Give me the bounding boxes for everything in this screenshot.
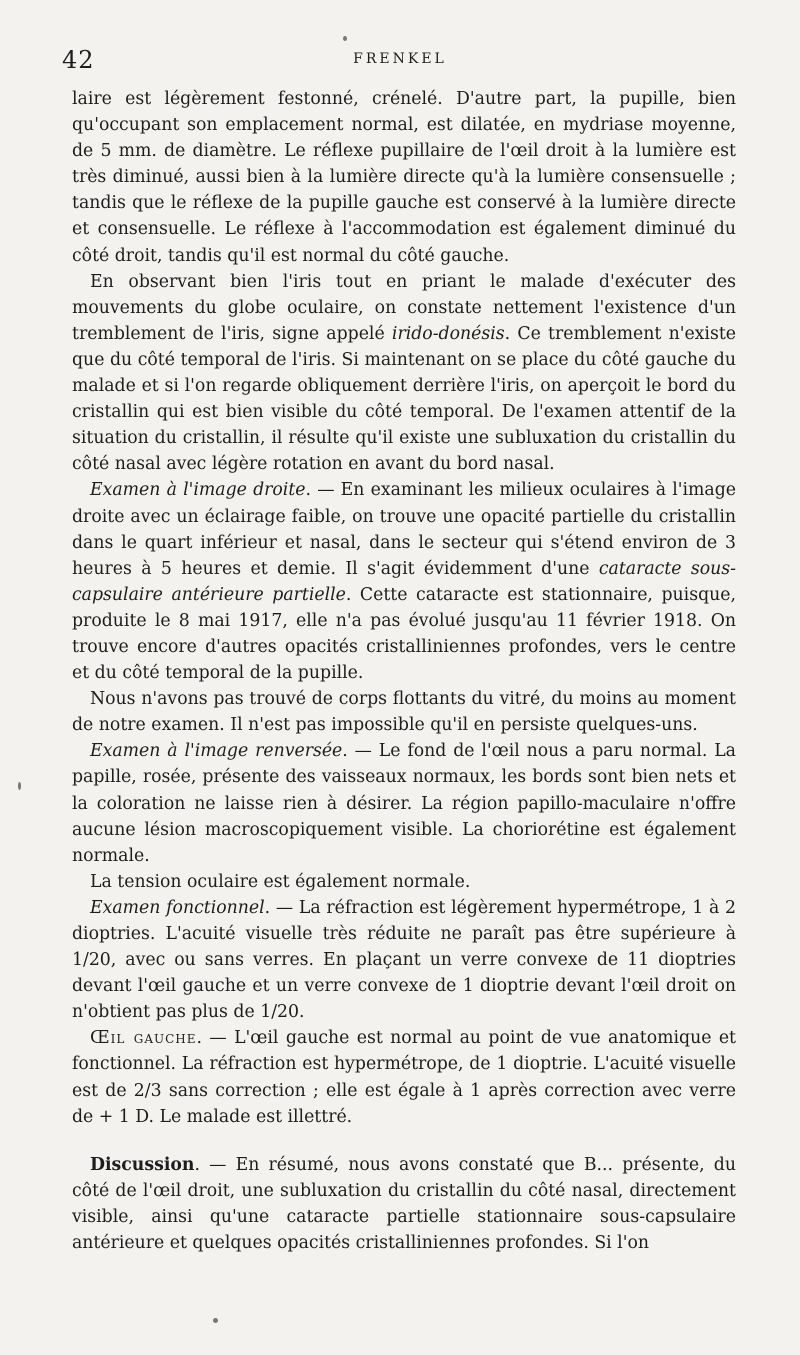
paragraph-p5: [72, 869, 736, 895]
italic-run: cataracte sous-capsulaire antérieure partielle: [72, 558, 736, 605]
smallcaps-run: Œil gauche: [90, 1028, 197, 1049]
text-run: La tension oculaire est également normale.: [90, 871, 471, 892]
bold-run: Discussion: [90, 1154, 195, 1175]
italic-run: Examen fonctionnel: [90, 897, 265, 918]
paragraph-p7: [72, 1025, 736, 1129]
page-number: 42: [62, 46, 95, 74]
text-run: laire est légèrement festonné, crénelé. D'autre part, la pupille, bien qu'occupant son emplacement normal, est dilatée, en mydriase moyenne, de 5 mm. de diamètre. Le réflexe pupillaire de l'œil droit à la lumière est très diminué, aussi bien à la lumière directe qu'à la lumière consensuelle ; tandis que le réflexe de la pupille gauche est conservé à la lumière directe et consensuelle. Le réflexe à l'accommodation est également diminué du côté droit, tandis qu'il est normal du côté gauche.: [72, 89, 736, 266]
italic-run: Examen à l'image droite: [90, 480, 306, 501]
text-run: . Cette cataracte est stationnaire, puisque, produite le 8 mai 1917, elle n'a pas évolué jusqu'au 11 février 1918. On trouve encore d'autres opacités cristalliniennes profondes, vers le centre et du côté temporal de la pupille.: [72, 584, 736, 684]
paragraph-p2: [72, 477, 736, 686]
scan-speck: [213, 1318, 218, 1323]
scan-speck: [18, 782, 21, 790]
text-run: . — L'œil gauche est normal au point de vue anatomique et fonctionnel. La réfraction est hypermétrope, de 1 dioptrie. L'acuité visuelle est de 2/3 sans correction ; elle est égale à 1 après correction avec verre de + 1 D. Le malade est illettré.: [72, 1028, 736, 1127]
text-run: En observant bien l'iris tout en priant le malade d'exécuter des mouvements du globe oculaire, on constate nettement l'existence d'un tremblement de l'iris, signe appelé: [72, 271, 736, 344]
section-gap: [72, 1130, 736, 1152]
page-header: [62, 46, 738, 76]
text-run: Nous n'avons pas trouvé de corps flottants du vitré, du moins au moment de notre examen. Il n'est pas impossible qu'il en persiste quelques-uns.: [72, 689, 736, 736]
text-run: . — Le fond de l'œil nous a paru normal. La papille, rosée, présente des vaisseaux normaux, les bords sont bien nets et la coloration ne laisse rien à désirer. La région papillo-maculaire n'offre aucune lésion macroscopiquement visible. La choriorétine est également normale.: [72, 741, 736, 866]
paragraph-p6: [72, 895, 736, 1025]
body-text: [72, 86, 736, 1256]
text-run: . — En examinant les milieux oculaires à l'image droite avec un éclairage faible, on trouve une opacité partielle du cristallin dans le quart inférieur et nasal, dans le secteur qui s'étend environ de 3 heures à 5 heures et demie. Il s'agit évidemment d'une: [72, 480, 736, 579]
text-run: . Ce tremblement n'existe que du côté temporal de l'iris. Si maintenant on se place du côté gauche du malade et si l'on regarde obliquement derrière l'iris, on aperçoit le bord du cristallin qui est bien visible du côté temporal. De l'examen attentif de la situation du cristallin, il résulte qu'il existe une subluxation du cristallin du côté nasal avec légère rotation en avant du bord nasal.: [72, 323, 736, 475]
paragraph-p0: [72, 86, 736, 269]
text-run: . — La réfraction est légèrement hypermétrope, 1 à 2 dioptries. L'acuité visuelle très réduite ne paraît pas être supérieure à 1/20, avec ou sans verres. En plaçant un verre convexe de 11 dioptries devant l'œil gauche et un verre convexe de 1 dioptrie devant l'œil droit on n'obtient pas plus de 1/20.: [72, 897, 736, 1023]
paragraph-p3: [72, 686, 736, 738]
paragraph-p1: [72, 269, 736, 478]
italic-run: irido-donésis: [391, 323, 505, 344]
italic-run: Examen à l'image renversée: [90, 741, 343, 762]
paragraph-p8: [72, 1152, 736, 1256]
text-run: . — En résumé, nous avons constaté que B... présente, du côté de l'œil droit, une subluxation du cristallin du côté nasal, directement visible, ainsi qu'une cataracte partielle stationnaire sous-capsulaire antérieure et quelques opacités cristalliniennes profondes. Si l'on: [72, 1154, 736, 1254]
running-head: FRENKEL: [353, 51, 447, 67]
paragraph-p4: [72, 738, 736, 868]
scan-speck: [343, 36, 347, 41]
